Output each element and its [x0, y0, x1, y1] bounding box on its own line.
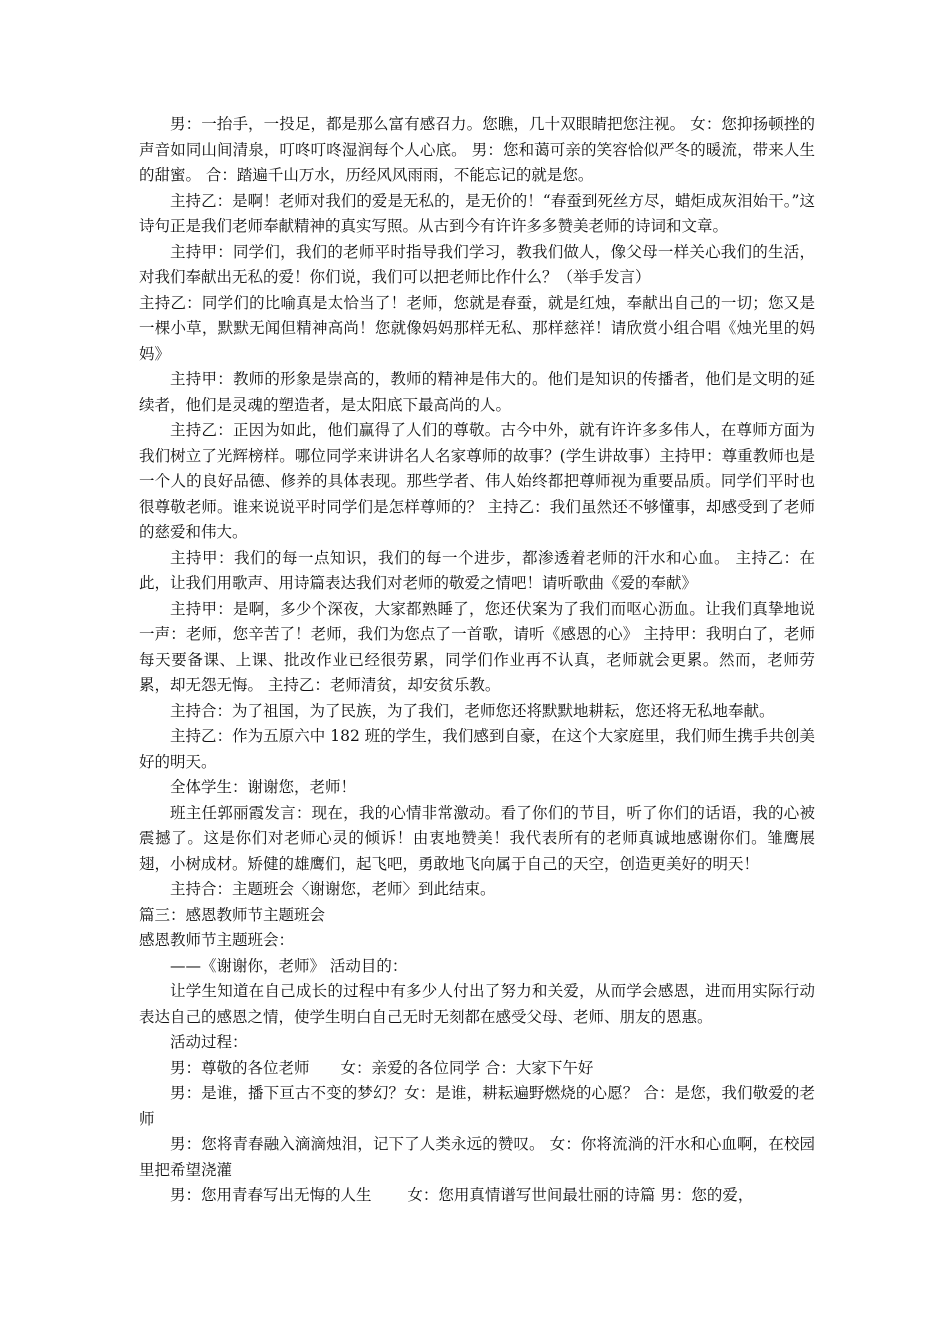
paragraph: 主持甲：同学们，我们的老师平时指导我们学习，教我们做人，像父母一样关心我们的生活，对我们奉献出无私的爱！你们说，我们可以把老师比作什么？（举手发言）	[139, 242, 815, 286]
paragraph: 男：尊敬的各位老师 女：亲爱的各位同学 合：大家下午好	[170, 1058, 594, 1077]
paragraph: 班主任郭丽霞发言：现在，我的心情非常激动。看了你们的节目，听了你们的话语，我的心被震撼了。这是你们对老师心灵的倾诉！由衷地赞美！我代表所有的老师真诚地感谢你们。雏鹰展翅，小树成材。矫健的雄鹰们，起飞吧，勇敢地飞向属于自己的天空，创造更美好的明天！	[139, 803, 815, 873]
paragraph: 主持乙：正因为如此，他们赢得了人们的尊敬。古今中外，就有许许多多伟人，在尊师方面为我们树立了光辉榜样。哪位同学来讲讲名人名家尊师的故事？(学生讲故事）主持甲：尊重教师也是一个人的良好品德、修养的具体表现。那些学者、伟人始终都把尊师视为重要品质。同学们平时也很尊敬老师。谁来说说平时同学们是怎样尊师的？ 主持乙：我们虽然还不够懂事，却感受到了老师的慈爱和伟大。	[139, 421, 815, 541]
paragraph: 男：是谁，播下亘古不变的梦幻？女：是谁，耕耘遍野燃烧的心愿？ 合：是您，我们敬爱的老师	[139, 1084, 815, 1128]
paragraph: 让学生知道在自己成长的过程中有多少人付出了努力和关爱，从而学会感恩，进而用实际行动表达自己的感恩之情，使学生明白自己无时无刻都在感受父母、老师、朋友的恩惠。	[139, 982, 815, 1026]
paragraph: 主持合：为了祖国，为了民族，为了我们，老师您还将默默地耕耘，您还将无私地奉献。	[170, 701, 775, 720]
paragraph: 活动过程：	[170, 1033, 248, 1051]
paragraph: 主持甲：是啊，多少个深夜，大家都熟睡了，您还伏案为了我们而呕心沥血。让我们真挚地说一声：老师，您辛苦了！老师，我们为您点了一首歌，请听《感恩的心》 主持甲：我明白了，老师每天要备课、上课、批改作业已经很劳累，同学们作业再不认真，老师就会更累。然而，老师劳累，却无怨无悔。 主持乙：老师清贫，却安贫乐教。	[139, 599, 815, 694]
paragraph: 主持乙：作为五原六中 182 班的学生，我们感到自豪，在这个大家庭里，我们师生携手共创美好的明天。	[139, 727, 815, 771]
paragraph: 全体学生：谢谢您，老师！	[170, 778, 357, 796]
paragraph: 男：您将青春融入滴滴烛泪，记下了人类永远的赞叹。 女：你将流淌的汗水和心血啊，在校园里把希望浇灌	[139, 1135, 815, 1179]
paragraph: ——《谢谢你，老师》 活动目的：	[170, 956, 408, 975]
paragraph: 篇三：感恩教师节主题班会	[139, 905, 326, 924]
paragraph: 感恩教师节主题班会：	[139, 931, 295, 949]
paragraph: 主持甲：教师的形象是崇高的，教师的精神是伟大的。他们是知识的传播者，他们是文明的延续者，他们是灵魂的塑造者，是太阳底下最高尚的人。	[139, 370, 815, 414]
paragraph: 主持乙：同学们的比喻真是太恰当了！老师，您就是春蚕，就是红烛，奉献出自己的一切；您又是一棵小草，默默无闻但精神高尚！您就像妈妈那样无私、那样慈祥！请欣赏小组合唱《烛光里的妈妈》	[139, 293, 815, 363]
paragraph: 男：您用青春写出无悔的人生 女：您用真情谱写世间最壮丽的诗篇 男：您的爱，	[170, 1186, 754, 1204]
paragraph: 主持合：主题班会〈谢谢您，老师〉到此结束。	[170, 880, 496, 898]
paragraph: 男：一抬手，一投足，都是那么富有感召力。您瞧，几十双眼睛把您注视。 女：您抑扬顿挫的声音如同山间清泉，叮咚叮咚湿润每个人心底。 男：您和蔼可亲的笑容恰似严冬的暖流，带来人生的甜蜜。 合：踏遍千山万水，历经风风雨雨，不能忘记的就是您。	[139, 115, 815, 184]
paragraph: 主持乙：是啊！老师对我们的爱是无私的，是无价的！“春蚕到死丝方尽，蜡炬成灰泪始干。”这诗句正是我们老师奉献精神的真实写照。从古到今有许许多多赞美老师的诗词和文章。	[139, 191, 815, 235]
document-page	[139, 112, 815, 1209]
paragraph: 主持甲：我们的每一点知识，我们的每一个进步，都渗透着老师的汗水和心血。 主持乙：在此，让我们用歌声、用诗篇表达我们对老师的敬爱之情吧！请听歌曲《爱的奉献》	[139, 548, 815, 592]
